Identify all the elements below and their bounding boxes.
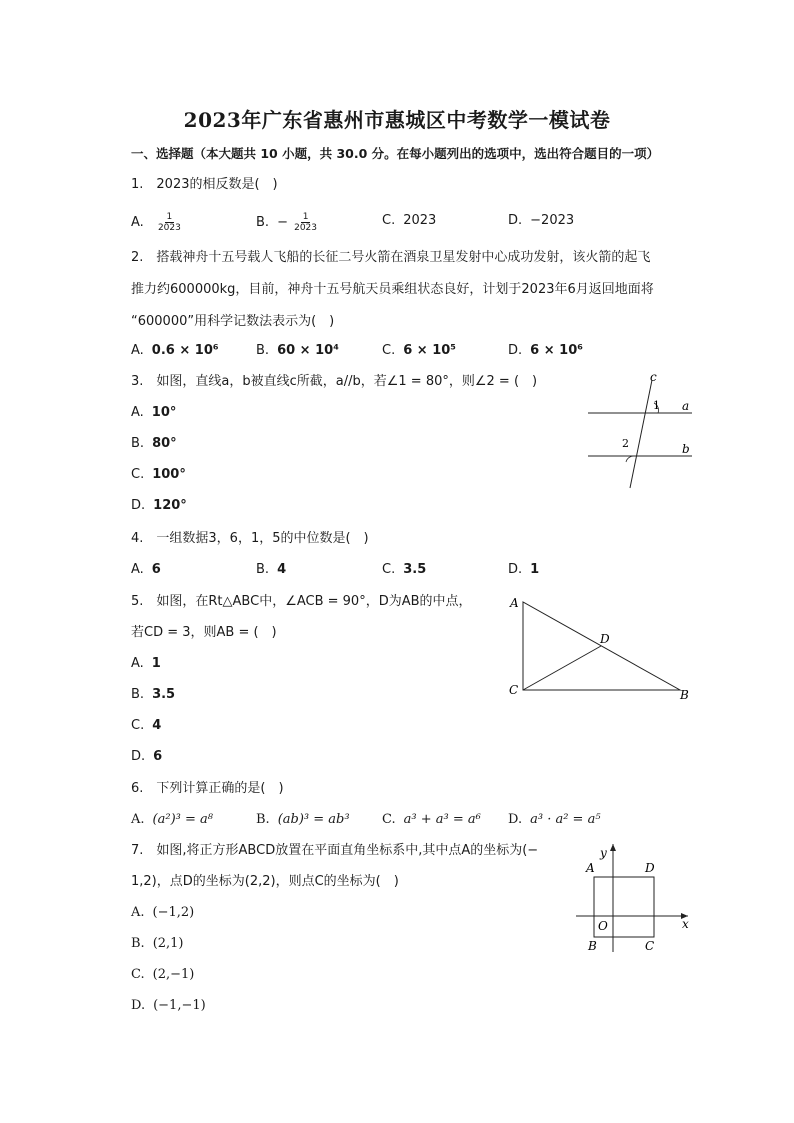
label-c: C bbox=[509, 683, 519, 697]
q7-option-a: A. (−1,2) bbox=[131, 905, 195, 920]
label-b: B bbox=[680, 688, 689, 702]
label-x: x bbox=[682, 917, 689, 931]
question-3-stem: 3. 如图，直线a，b被直线c所截，a//b，若∠1 = 80°，则∠2 = ( ) bbox=[131, 374, 538, 389]
q5-option-b: B. 3.5 bbox=[131, 687, 176, 702]
section-heading: 一、选择题（本大题共 10 小题，共 30.0 分。在每小题列出的选项中，选出符合题目的一项） bbox=[131, 146, 660, 161]
q1-option-d: D. −2023 bbox=[508, 213, 575, 228]
question-2-line-1: 2. 搭载神舟十五号载人飞船的长征二号火箭在酒泉卫星发射中心成功发射，该火箭的起飞 bbox=[131, 250, 651, 265]
question-7-line-1: 7. 如图,将正方形ABCD放置在平面直角坐标系中,其中点A的坐标为(− bbox=[131, 843, 539, 858]
label-o: O bbox=[598, 919, 608, 933]
q6-option-c: C. a³ + a³ = a⁶ bbox=[382, 812, 481, 827]
label-a: A bbox=[586, 861, 595, 875]
q6-option-b: B. (ab)³ = ab³ bbox=[256, 812, 350, 827]
label-c: C bbox=[645, 939, 655, 953]
fraction: $\frac{1}{2023}$ bbox=[157, 212, 181, 233]
label-a: a bbox=[682, 399, 690, 413]
label-angle-2: 2 bbox=[622, 437, 629, 450]
right-triangle-figure bbox=[500, 590, 700, 705]
q3-option-b: B. 80° bbox=[131, 436, 177, 451]
q4-option-c: C. 3.5 bbox=[382, 562, 427, 577]
question-5-line-1: 5. 如图，在Rt△ABC中，∠ACB = 90°，D为AB的中点， bbox=[131, 594, 472, 609]
q6-option-a: A. (a²)³ = a⁸ bbox=[131, 812, 213, 827]
q7-option-b: B. (2,1) bbox=[131, 936, 184, 951]
q2-option-b: B. 60 × 10⁴ bbox=[256, 343, 339, 358]
angle-2-arc bbox=[626, 456, 634, 462]
line-c bbox=[630, 380, 652, 488]
label-b: B bbox=[588, 939, 597, 953]
label-angle-1: 1 bbox=[653, 399, 660, 412]
q4-option-a: A. 6 bbox=[131, 562, 161, 577]
q3-option-a: A. 10° bbox=[131, 405, 177, 420]
q6-option-d: D. a³ · a² = a⁵ bbox=[508, 812, 601, 827]
q3-option-d: D. 120° bbox=[131, 498, 187, 513]
q5-option-c: C. 4 bbox=[131, 718, 162, 733]
question-1-stem: 1. 2023的相反数是( ) bbox=[131, 177, 278, 192]
label-c: c bbox=[650, 370, 657, 384]
label-a: A bbox=[510, 596, 519, 610]
q1-option-a: A. $\frac{1}{2023}$ bbox=[131, 212, 181, 233]
page-title: 2023年广东省惠州市惠城区中考数学一模试卷 bbox=[183, 108, 611, 132]
label-d: D bbox=[645, 861, 655, 875]
label-b: b bbox=[682, 442, 690, 456]
q4-option-b: B. 4 bbox=[256, 562, 287, 577]
q2-option-d: D. 6 × 10⁶ bbox=[508, 343, 583, 358]
question-2-line-2: 推力约600000kg，目前，神舟十五号航天员乘组状态良好，计划于2023年6月返回地面将 bbox=[131, 282, 654, 297]
label-d: D bbox=[600, 632, 610, 646]
question-5-line-2: 若CD = 3，则AB = ( ) bbox=[131, 625, 277, 640]
q7-option-c: C. (2,−1) bbox=[131, 967, 195, 982]
fraction: $\frac{1}{2023}$ bbox=[294, 212, 318, 233]
q2-option-c: C. 6 × 10⁵ bbox=[382, 343, 456, 358]
label-y: y bbox=[600, 846, 607, 860]
question-6-stem: 6. 下列计算正确的是( ) bbox=[131, 781, 284, 796]
q7-option-d: D. (−1,−1) bbox=[131, 998, 206, 1013]
question-4-stem: 4. 一组数据3，6，1，5的中位数是( ) bbox=[131, 531, 369, 546]
parallel-lines-figure bbox=[580, 368, 700, 496]
q1-option-c: C. 2023 bbox=[382, 213, 437, 228]
q4-option-d: D. 1 bbox=[508, 562, 540, 577]
q2-option-a: A. 0.6 × 10⁶ bbox=[131, 343, 219, 358]
y-axis-arrow bbox=[610, 844, 616, 851]
segment-cd bbox=[523, 646, 601, 690]
coordinate-square-figure bbox=[572, 840, 694, 955]
q3-option-c: C. 100° bbox=[131, 467, 186, 482]
question-2-line-3: “600000”用科学记数法表示为( ) bbox=[131, 314, 335, 329]
q5-option-d: D. 6 bbox=[131, 749, 163, 764]
q1-option-b: B. − $\frac{1}{2023}$ bbox=[256, 212, 318, 233]
q5-option-a: A. 1 bbox=[131, 656, 161, 671]
question-7-line-2: 1,2)，点D的坐标为(2,2)，则点C的坐标为( ) bbox=[131, 874, 399, 889]
